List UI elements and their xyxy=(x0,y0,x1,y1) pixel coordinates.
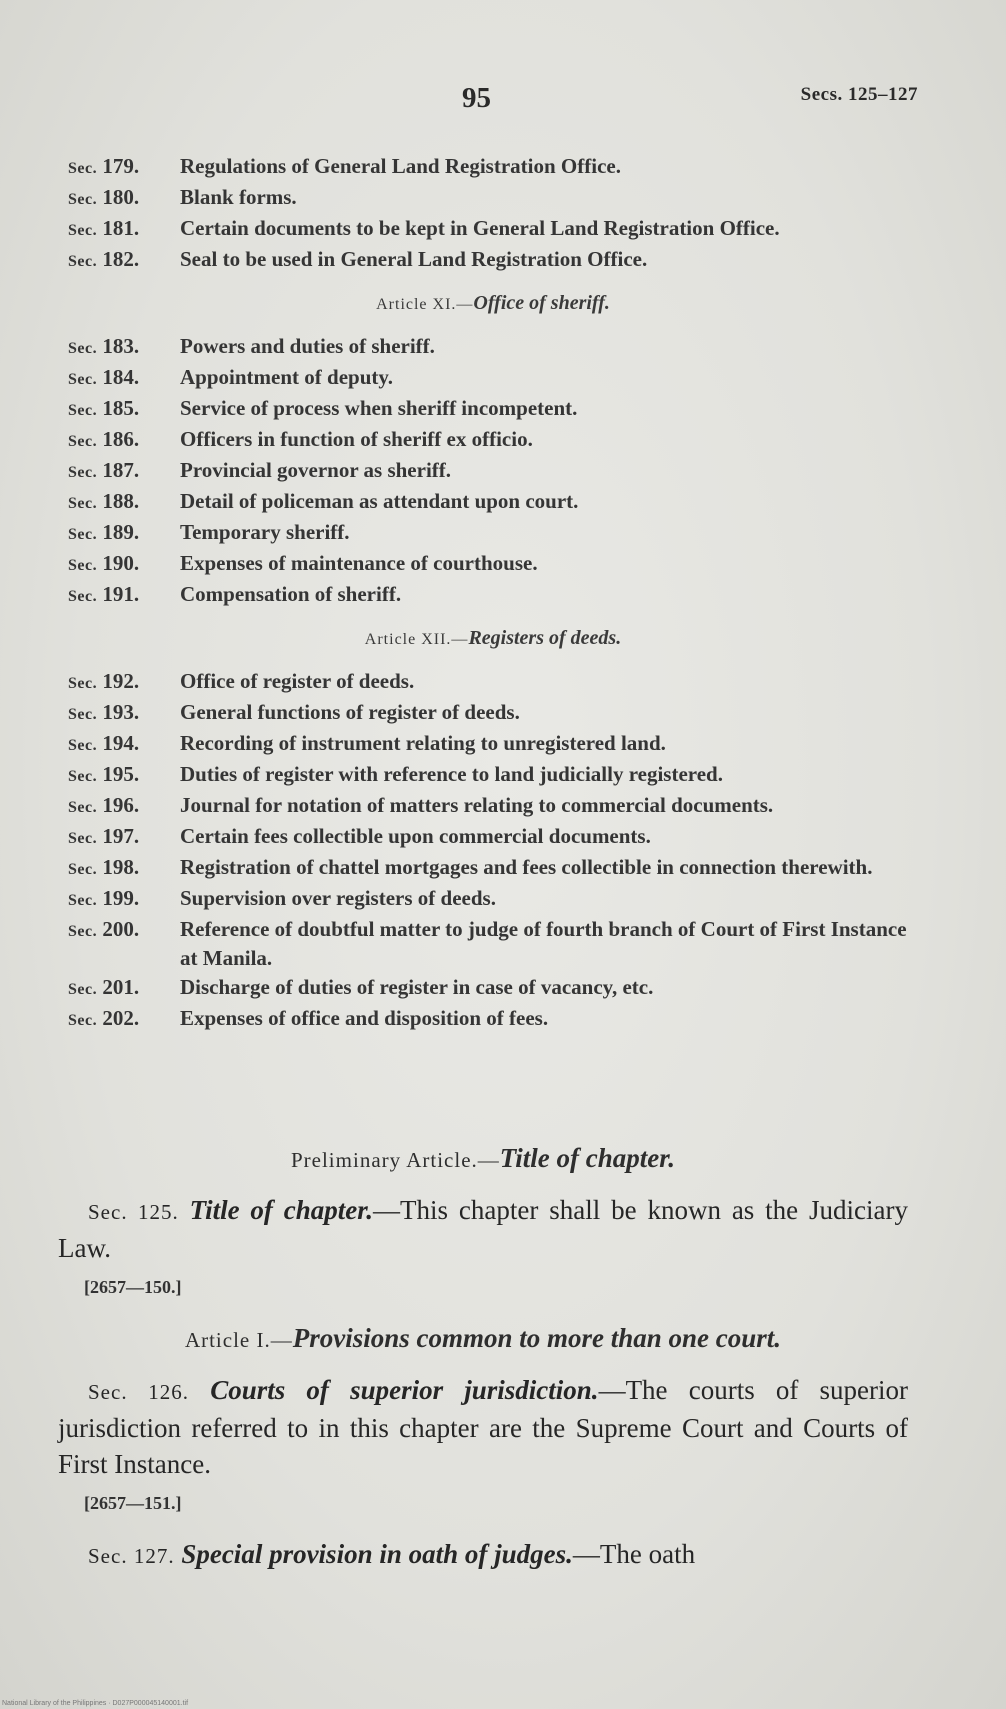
toc-sec-number: 186. xyxy=(102,427,140,451)
section-126-label: Sec. 126. xyxy=(88,1380,189,1404)
toc-entry-number xyxy=(68,698,180,729)
toc-sec-number: 201. xyxy=(102,975,140,999)
toc-entry xyxy=(68,884,918,915)
toc-sec-label: Sec. xyxy=(68,495,98,512)
toc-sec-number: 196. xyxy=(102,793,140,817)
toc-sec-number: 190. xyxy=(102,551,140,575)
toc-entry xyxy=(68,853,918,884)
section-126-heading: Courts of superior jurisdiction. xyxy=(210,1375,599,1405)
scan-footer: National Library of the Philippines · D027P000045140001.tif xyxy=(2,1700,189,1707)
toc-entry-number xyxy=(68,456,180,487)
section-127 xyxy=(58,1536,908,1574)
page-number: 95 xyxy=(462,82,491,114)
article-i-heading xyxy=(58,1320,908,1358)
toc-entry-number xyxy=(68,791,180,822)
toc-entry xyxy=(68,394,918,425)
toc-sec-number: 202. xyxy=(102,1006,140,1030)
toc-entry-number xyxy=(68,580,180,611)
toc-entry-number xyxy=(68,915,180,973)
toc-entry xyxy=(68,152,918,183)
toc-entry-text: Office of register of deeds. xyxy=(180,669,415,693)
toc-entry-text: Seal to be used in General Land Registration Office. xyxy=(180,247,648,271)
toc-entry-text: Regulations of General Land Registration Office. xyxy=(180,154,621,178)
article-i-label: Article I.— xyxy=(184,1328,293,1352)
toc-sec-number: 189. xyxy=(102,520,140,544)
toc-sec-label: Sec. xyxy=(68,830,98,847)
section-127-label: Sec. 127. xyxy=(88,1544,175,1568)
toc-entry-text: Detail of policeman as attendant upon court. xyxy=(180,489,579,513)
toc-entry-number xyxy=(68,549,180,580)
toc-entry xyxy=(68,729,918,760)
toc-sec-number: 179. xyxy=(102,154,140,178)
toc-entry-text: Expenses of office and disposition of fees. xyxy=(180,1006,549,1030)
toc-entry-number xyxy=(68,760,180,791)
section-125-label: Sec. 125. xyxy=(88,1200,179,1224)
toc-sec-label: Sec. xyxy=(68,861,98,878)
toc-sec-label: Sec. xyxy=(68,402,98,419)
page-header xyxy=(0,80,1006,120)
toc-sec-label: Sec. xyxy=(68,557,98,574)
toc-entry xyxy=(68,332,918,363)
toc-entry-number xyxy=(68,183,180,214)
toc-entry-number xyxy=(68,245,180,276)
toc-sec-number: 182. xyxy=(102,247,140,271)
article-xi-heading xyxy=(68,288,918,320)
toc-sec-label: Sec. xyxy=(68,799,98,816)
article-xii-title: Registers of deeds. xyxy=(468,627,622,649)
toc-entry-text: Discharge of duties of register in case of vacancy, etc. xyxy=(180,975,654,999)
toc-entry xyxy=(68,760,918,791)
toc-entry-text: Provincial governor as sheriff. xyxy=(180,458,452,482)
toc-entry-text: Duties of register with reference to land judicially registered. xyxy=(180,762,723,786)
toc-sec-number: 195. xyxy=(102,762,140,786)
toc-entry-text: Powers and duties of sheriff. xyxy=(180,334,435,358)
toc-entry-number xyxy=(68,487,180,518)
toc-sec-number: 188. xyxy=(102,489,140,513)
toc-entry-text: Expenses of maintenance of courthouse. xyxy=(180,551,538,575)
toc-entry-text: Service of process when sheriff incompetent. xyxy=(180,396,578,420)
toc-entry xyxy=(68,183,918,214)
toc-entry xyxy=(68,245,918,276)
toc-entry-number xyxy=(68,363,180,394)
toc-entry-text: Supervision over registers of deeds. xyxy=(180,886,496,910)
toc-entry-number xyxy=(68,214,180,245)
toc-entry xyxy=(68,549,918,580)
toc-entry-number xyxy=(68,332,180,363)
article-i-title: Provisions common to more than one court. xyxy=(292,1323,782,1353)
toc-entry xyxy=(68,214,918,245)
toc-sec-label: Sec. xyxy=(68,222,98,239)
toc-entry-text: Officers in function of sheriff ex officio. xyxy=(180,427,533,451)
section-127-heading: Special provision in oath of judges. xyxy=(181,1539,573,1569)
toc-entry xyxy=(68,973,918,1004)
section-125-citation: [2657—150.] xyxy=(84,1277,182,1297)
article-xii-label: Article XII.— xyxy=(364,631,469,648)
toc-sec-number: 200. xyxy=(102,917,140,941)
toc-sec-number: 192. xyxy=(102,669,140,693)
preliminary-label: Preliminary Article.— xyxy=(290,1148,500,1172)
toc-sec-label: Sec. xyxy=(68,675,98,692)
toc-entry-text: Recording of instrument relating to unregistered land. xyxy=(180,731,666,755)
toc-sec-label: Sec. xyxy=(68,160,98,177)
toc-sec-number: 197. xyxy=(102,824,140,848)
toc-sec-label: Sec. xyxy=(68,981,98,998)
article-xi-title: Office of sheriff. xyxy=(473,292,610,314)
article-xi-label: Article XI.— xyxy=(376,296,474,313)
toc-entry-text: General functions of register of deeds. xyxy=(180,700,520,724)
toc-sec-label: Sec. xyxy=(68,371,98,388)
section-126-text: —The courts of superior jurisdiction referred to in this chapter are the Supreme Court and Courts of First Instance. xyxy=(58,1375,909,1479)
toc-entry-number xyxy=(68,729,180,760)
section-125-heading: Title of chapter. xyxy=(189,1195,374,1225)
section-125 xyxy=(58,1192,908,1266)
toc-entry-number xyxy=(68,822,180,853)
toc-entry-number xyxy=(68,1004,180,1035)
toc-entry-number xyxy=(68,853,180,884)
toc-entry xyxy=(68,487,918,518)
toc-entry-text: Compensation of sheriff. xyxy=(180,582,402,606)
toc-entry-number xyxy=(68,152,180,183)
toc-sec-number: 183. xyxy=(102,334,140,358)
toc-entry-text: Certain documents to be kept in General Land Registration Office. xyxy=(180,216,780,240)
toc-sec-number: 194. xyxy=(102,731,140,755)
preliminary-article-heading xyxy=(58,1140,908,1178)
toc-sec-label: Sec. xyxy=(68,923,98,940)
toc-group-article-xii xyxy=(68,667,918,1035)
toc-entry-number xyxy=(68,884,180,915)
toc-entry-number xyxy=(68,394,180,425)
toc-sec-number: 187. xyxy=(102,458,140,482)
toc-sec-number: 199. xyxy=(102,886,140,910)
toc-entry-text: Certain fees collectible upon commercial documents. xyxy=(180,824,651,848)
toc-entry xyxy=(68,667,918,698)
toc-sec-number: 180. xyxy=(102,185,140,209)
preliminary-title: Title of chapter. xyxy=(499,1143,676,1173)
chapter-body xyxy=(58,1140,908,1574)
toc-entry xyxy=(68,425,918,456)
toc-entry-text: Reference of doubtful matter to judge of fourth branch of Court of First Instance at Manila. xyxy=(180,917,907,970)
toc-sec-label: Sec. xyxy=(68,768,98,785)
toc-entry xyxy=(68,915,918,973)
toc-entry-number xyxy=(68,425,180,456)
section-125-text: —This chapter shall be known as the Judiciary Law. xyxy=(58,1195,909,1263)
toc-entry xyxy=(68,518,918,549)
toc-entry xyxy=(68,1004,918,1035)
toc-sec-label: Sec. xyxy=(68,340,98,357)
toc-sec-number: 193. xyxy=(102,700,140,724)
toc-entry xyxy=(68,791,918,822)
toc-entry-text: Registration of chattel mortgages and fees collectible in connection therewith. xyxy=(180,855,873,879)
toc-group-article-xi xyxy=(68,332,918,611)
running-head: Secs. 125–127 xyxy=(800,84,918,105)
toc-entry-number xyxy=(68,518,180,549)
toc-sec-label: Sec. xyxy=(68,464,98,481)
table-of-contents xyxy=(68,152,918,1035)
toc-sec-number: 185. xyxy=(102,396,140,420)
toc-entry xyxy=(68,580,918,611)
toc-sec-label: Sec. xyxy=(68,737,98,754)
toc-entry-text: Journal for notation of matters relating to commercial documents. xyxy=(180,793,774,817)
section-127-text: —The oath xyxy=(572,1539,696,1569)
toc-entry-text: Blank forms. xyxy=(180,185,297,209)
section-126 xyxy=(58,1372,908,1482)
toc-group-article-x xyxy=(68,152,918,276)
article-xii-heading xyxy=(68,623,918,655)
section-126-citation: [2657—151.] xyxy=(84,1493,182,1513)
toc-sec-label: Sec. xyxy=(68,706,98,723)
toc-sec-number: 181. xyxy=(102,216,140,240)
toc-entry-text: Temporary sheriff. xyxy=(180,520,350,544)
toc-entry-number xyxy=(68,667,180,698)
toc-sec-number: 198. xyxy=(102,855,140,879)
toc-sec-label: Sec. xyxy=(68,526,98,543)
toc-sec-label: Sec. xyxy=(68,892,98,909)
toc-entry xyxy=(68,363,918,394)
toc-sec-label: Sec. xyxy=(68,433,98,450)
toc-entry-text: Appointment of deputy. xyxy=(180,365,393,389)
toc-sec-label: Sec. xyxy=(68,1012,98,1029)
toc-sec-number: 191. xyxy=(102,582,140,606)
toc-entry xyxy=(68,698,918,729)
toc-sec-label: Sec. xyxy=(68,253,98,270)
toc-sec-number: 184. xyxy=(102,365,140,389)
toc-entry xyxy=(68,456,918,487)
toc-entry xyxy=(68,822,918,853)
toc-sec-label: Sec. xyxy=(68,588,98,605)
toc-sec-label: Sec. xyxy=(68,191,98,208)
toc-entry-number xyxy=(68,973,180,1004)
